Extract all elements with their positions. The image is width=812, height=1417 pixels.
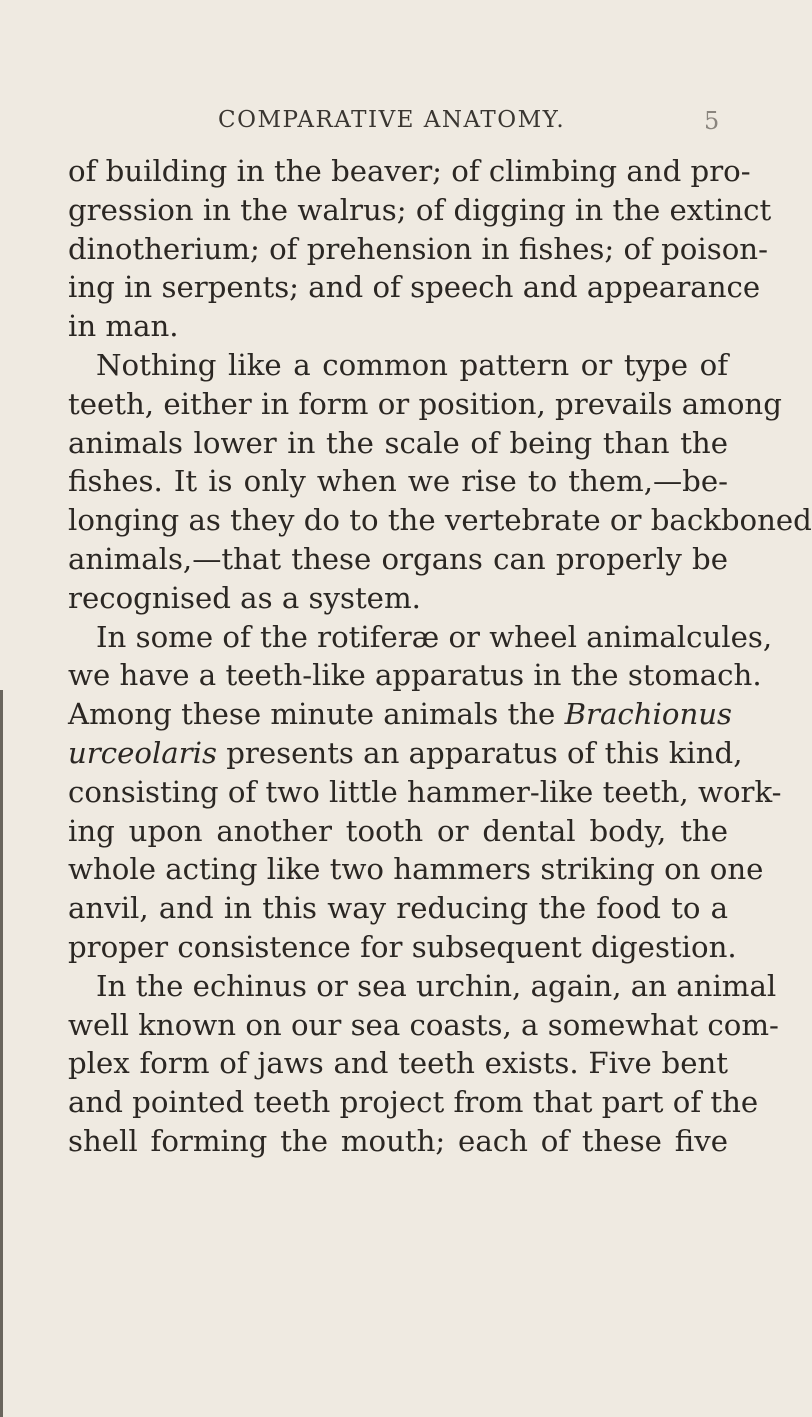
text-line: of building in the beaver; of climbing and pro- [68, 154, 751, 188]
text-line: ing upon another tooth or dental body, the [68, 813, 728, 848]
text-line: shell forming the mouth; each of these five [68, 1123, 728, 1158]
text-line: anvil, and in this way reducing the food to a [68, 891, 728, 926]
body-text [68, 152, 812, 1161]
text-line [68, 734, 743, 773]
text-line: gression in the walrus; of digging in the extinct [68, 192, 772, 227]
text-line: teeth, either in form or position, prevails among [68, 386, 782, 421]
text-line: In some of the rotiferæ or wheel animalcules, [96, 619, 773, 654]
text-line [68, 695, 733, 734]
page-number: 5 [704, 107, 720, 135]
page-edge-shadow [0, 690, 3, 1417]
text-line: Nothing like a common pattern or type of [96, 347, 728, 382]
text-line: animals lower in the scale of being than the [68, 425, 728, 460]
text-line: well known on our sea coasts, a somewhat com- [68, 1007, 779, 1042]
page-header [0, 107, 800, 147]
text-line: whole acting like two hammers striking on one [68, 852, 764, 887]
text-line: plex form of jaws and teeth exists. Five bent [68, 1046, 728, 1081]
species-name-epithet: urceolaris [68, 735, 217, 770]
text-line: recognised as a system. [68, 580, 421, 615]
text-line: ing in serpents; and of speech and appearance [68, 270, 761, 305]
species-name-genus: Brachionus [564, 697, 733, 732]
text-fragment: presents an apparatus of this kind, [226, 735, 743, 770]
text-line: and pointed teeth project from that part of the [68, 1085, 759, 1120]
text-line: we have a teeth-like apparatus in the stomach. [68, 658, 762, 693]
text-line: proper consistence for subsequent digestion. [68, 929, 737, 964]
text-fragment: Among these minute animals the [68, 697, 556, 732]
text-line: longing as they do to the vertebrate or backboned [68, 503, 812, 538]
text-line: consisting of two little hammer-like teeth, work- [68, 774, 782, 809]
text-line: animals,—that these organs can properly be [68, 541, 728, 576]
text-line: In the echinus or sea urchin, again, an animal [96, 968, 777, 1003]
text-line: dinotherium; of prehension in fishes; of poison- [68, 231, 768, 266]
text-line: in man. [68, 309, 179, 344]
running-head: COMPARATIVE ANATOMY. [218, 107, 566, 133]
text-line: fishes. It is only when we rise to them,—be- [68, 464, 728, 499]
